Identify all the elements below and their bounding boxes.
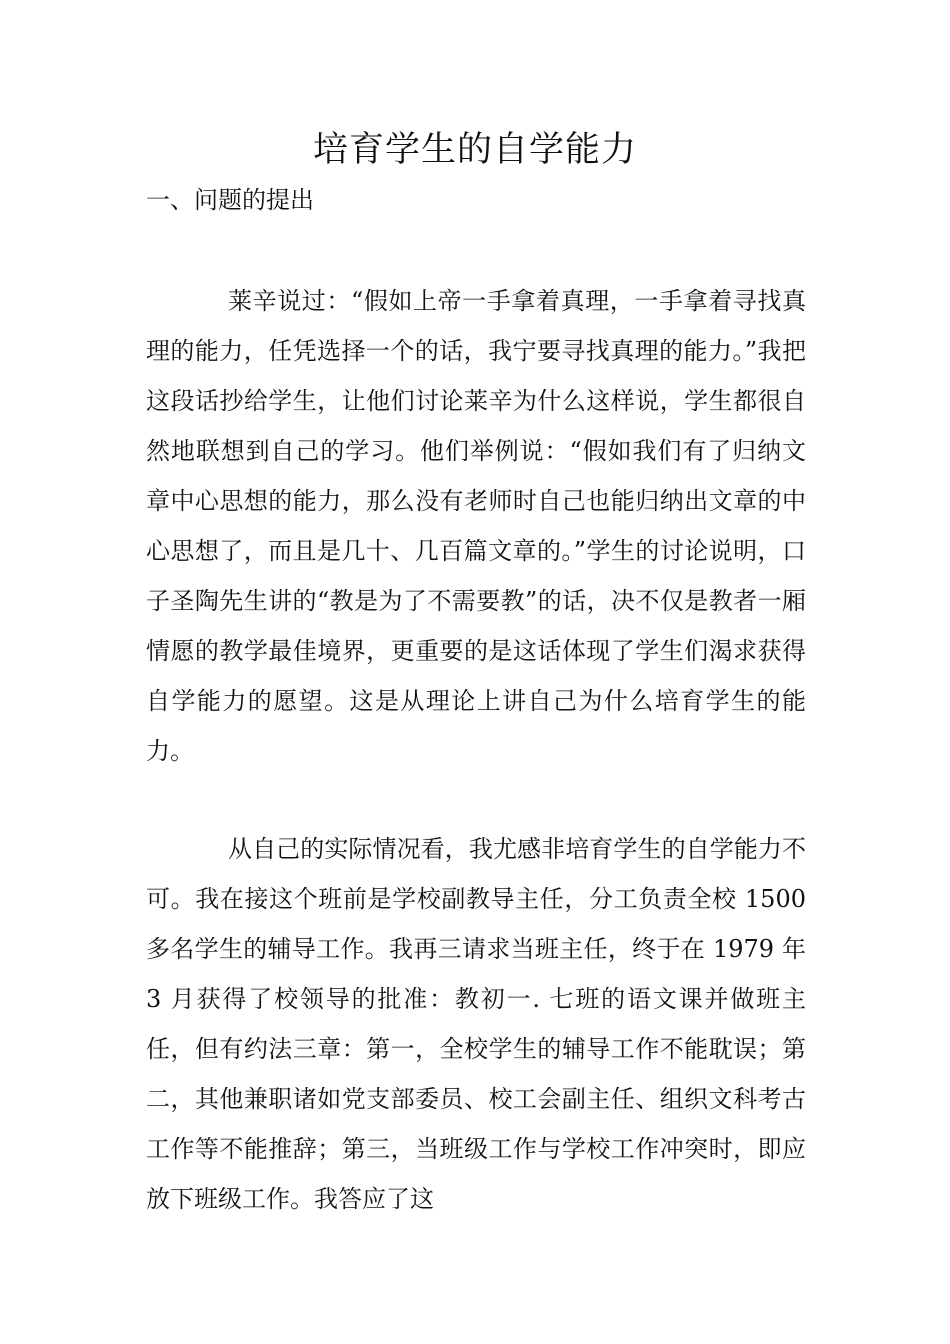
section-heading: 一、问题的提出 <box>146 186 314 214</box>
document-title: 培育学生的自学能力 <box>312 130 637 170</box>
body-paragraph-2: 从自己的实际情况看，我尤感非培育学生的自学能力不可。我在接这个班前是学校副教导主任，分工负责全校 1500 多名学生的辅导工作。我再三请求当班主任，终于在 1979 年 3 月获得了校领导的批准：教初一. 七班的语文课并做班主任，但有约法三章：第一，全校学生的辅导工作不能耽误；第二，其他兼职诸如党支部委员、校工会副主任、组织文科考古工作等不能推辞；第三，当班级工作与学校工作冲突时，即应放下班级工作。我答应了这 <box>146 835 806 1213</box>
body-paragraph-1: 莱辛说过：“假如上帝一手拿着真理，一手拿着寻找真理的能力，任凭选择一个的话，我宁要寻找真理的能力。”我把这段话抄给学生，让他们讨论莱辛为什么这样说，学生都很自然地联想到自己的学习。他们举例说：“假如我们有了归纳文章中心思想的能力，那么没有老师时自己也能归纳出文章的中心思想了，而且是几十、几百篇文章的。”学生的讨论说明，口子圣陶先生讲的“教是为了不需要教”的话，决不仅是教者一厢情愿的教学最佳境界，更重要的是这话体现了学生们渴求获得自学能力的愿望。这是从理论上讲自己为什么培育学生的能力。 <box>146 287 806 765</box>
